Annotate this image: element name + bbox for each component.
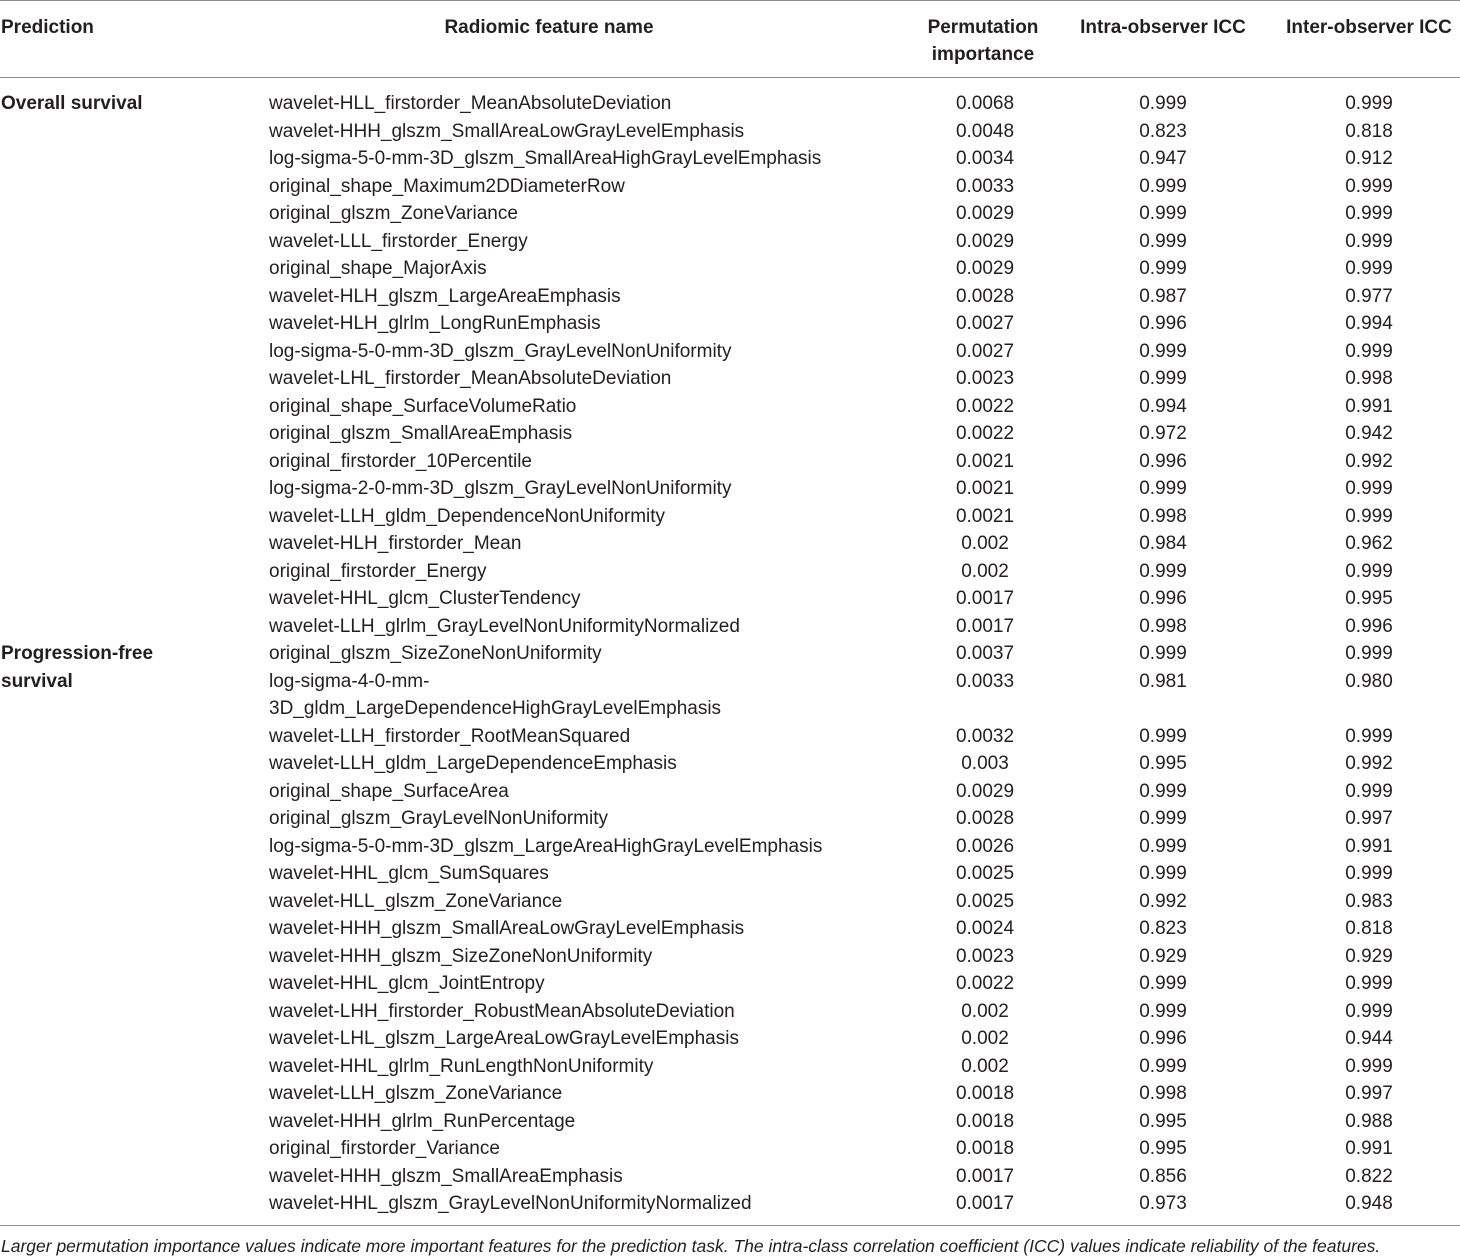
permutation-importance: 0.0022 — [955, 395, 1015, 417]
inter-observer-icc: 0.999 — [1345, 230, 1393, 252]
intra-observer-icc: 0.998 — [1139, 615, 1187, 637]
permutation-importance: 0.0033 — [955, 670, 1015, 692]
top-rule — [0, 0, 1460, 1]
feature-name: wavelet-HHH_glszm_SizeZoneNonUniformity — [269, 945, 653, 967]
inter-observer-icc: 0.991 — [1345, 395, 1393, 417]
inter-observer-icc: 0.977 — [1345, 285, 1393, 307]
inter-observer-icc: 0.991 — [1345, 835, 1393, 857]
permutation-importance: 0.0028 — [955, 285, 1015, 307]
feature-name: wavelet-HHL_glcm_JointEntropy — [269, 973, 545, 994]
permutation-importance: 0.0017 — [955, 615, 1015, 637]
header-prediction: Prediction — [1, 17, 94, 38]
inter-observer-icc: 0.999 — [1345, 175, 1393, 197]
feature-name: wavelet-HHL_glcm_ClusterTendency — [269, 588, 581, 609]
intra-observer-icc: 0.992 — [1139, 890, 1187, 912]
permutation-importance: 0.0018 — [955, 1110, 1015, 1132]
intra-observer-icc: 0.999 — [1139, 725, 1187, 747]
intra-observer-icc: 0.973 — [1139, 1193, 1187, 1214]
inter-observer-icc: 0.996 — [1345, 615, 1393, 637]
inter-observer-icc: 0.818 — [1345, 918, 1393, 939]
inter-observer-icc: 0.822 — [1345, 1165, 1393, 1187]
permutation-importance: 0.002 — [961, 560, 1009, 582]
header-perm-line2: importance — [931, 44, 1035, 65]
intra-observer-icc: 0.999 — [1139, 863, 1187, 884]
permutation-importance: 0.0026 — [955, 835, 1015, 857]
inter-observer-icc: 0.992 — [1345, 753, 1393, 774]
permutation-importance: 0.0033 — [955, 175, 1015, 197]
feature-name: wavelet-LLH_glszm_ZoneVariance — [269, 1083, 563, 1104]
feature-name: original_glszm_GrayLevelNonUniformity — [269, 808, 608, 829]
feature-name: original_shape_Maximum2DDiameterRow — [269, 175, 625, 197]
intra-observer-icc: 0.999 — [1139, 560, 1187, 582]
table-footnote: Larger permutation importance values indicate more important features for the prediction task. The intra-class correlation coefficient (ICC) values indicate reliability of the features. — [1, 1236, 1381, 1256]
intra-observer-icc: 0.995 — [1139, 753, 1187, 774]
inter-observer-icc: 0.999 — [1345, 863, 1393, 884]
permutation-importance: 0.0037 — [955, 643, 1015, 664]
intra-observer-icc: 0.999 — [1139, 175, 1187, 197]
inter-observer-icc: 0.997 — [1345, 808, 1393, 829]
intra-observer-icc: 0.972 — [1139, 423, 1187, 444]
intra-observer-icc: 0.998 — [1139, 1083, 1187, 1104]
inter-observer-icc: 0.995 — [1345, 588, 1393, 609]
permutation-importance: 0.002 — [961, 1000, 1009, 1022]
permutation-importance: 0.003 — [961, 753, 1009, 774]
feature-name: wavelet-HLL_glszm_ZoneVariance — [269, 890, 563, 912]
intra-observer-icc: 0.999 — [1139, 643, 1187, 664]
permutation-importance: 0.0028 — [955, 808, 1015, 829]
feature-name: wavelet-HHH_glszm_SmallAreaLowGrayLevelEmphasis — [269, 120, 745, 142]
intra-observer-icc: 0.999 — [1139, 368, 1187, 389]
intra-observer-icc: 0.987 — [1139, 285, 1187, 307]
header-perm-line1: Permutation — [927, 17, 1039, 38]
intra-observer-icc: 0.996 — [1139, 1028, 1187, 1049]
permutation-importance: 0.0025 — [955, 890, 1015, 912]
permutation-importance: 0.0027 — [955, 313, 1015, 334]
feature-name: wavelet-HLH_firstorder_Mean — [269, 533, 522, 554]
feature-name: 3D_gldm_LargeDependenceHighGrayLevelEmphasis — [269, 698, 722, 719]
feature-name: wavelet-LLH_gldm_LargeDependenceEmphasis — [269, 753, 677, 774]
intra-observer-icc: 0.929 — [1139, 945, 1187, 967]
inter-observer-icc: 0.999 — [1345, 478, 1393, 499]
intra-observer-icc: 0.823 — [1139, 918, 1187, 939]
inter-observer-icc: 0.994 — [1345, 313, 1393, 334]
inter-observer-icc: 0.999 — [1345, 643, 1393, 664]
group-label: Progression-free — [1, 643, 154, 664]
feature-name: original_shape_SurfaceVolumeRatio — [269, 395, 577, 417]
inter-observer-icc: 0.944 — [1345, 1028, 1393, 1049]
permutation-importance: 0.0029 — [955, 203, 1015, 224]
feature-name: wavelet-LLH_gldm_DependenceNonUniformity — [269, 505, 666, 527]
intra-observer-icc: 0.984 — [1139, 533, 1187, 554]
feature-name: wavelet-LHH_firstorder_RobustMeanAbsoluteDeviation — [269, 1000, 735, 1022]
feature-name: wavelet-HHH_glszm_SmallAreaLowGrayLevelEmphasis — [269, 918, 745, 939]
feature-name: original_shape_SurfaceArea — [269, 780, 509, 802]
inter-observer-icc: 0.983 — [1345, 890, 1393, 912]
header-feature-name: Radiomic feature name — [444, 17, 654, 38]
permutation-importance: 0.0017 — [955, 1165, 1015, 1187]
permutation-importance: 0.0048 — [955, 120, 1015, 142]
inter-observer-icc: 0.999 — [1345, 340, 1393, 362]
permutation-importance: 0.0029 — [955, 258, 1015, 279]
inter-observer-icc: 0.988 — [1345, 1110, 1393, 1132]
permutation-importance: 0.0018 — [955, 1083, 1015, 1104]
permutation-importance: 0.0021 — [955, 505, 1015, 527]
permutation-importance: 0.0024 — [955, 918, 1015, 939]
intra-observer-icc: 0.999 — [1139, 1000, 1187, 1022]
permutation-importance: 0.0029 — [955, 780, 1015, 802]
permutation-importance: 0.0032 — [955, 725, 1015, 747]
feature-name: original_glszm_SmallAreaEmphasis — [269, 423, 573, 444]
intra-observer-icc: 0.999 — [1139, 340, 1187, 362]
inter-observer-icc: 0.999 — [1345, 560, 1393, 582]
feature-name: wavelet-LLH_glrlm_GrayLevelNonUniformityNormalized — [269, 615, 740, 637]
group-label: survival — [1, 670, 73, 692]
intra-observer-icc: 0.998 — [1139, 505, 1187, 527]
intra-observer-icc: 0.999 — [1139, 780, 1187, 802]
permutation-importance: 0.0068 — [955, 93, 1015, 114]
feature-name: log-sigma-5-0-mm-3D_glszm_SmallAreaHighGrayLevelEmphasis — [269, 148, 822, 169]
feature-name: wavelet-HHL_glszm_GrayLevelNonUniformityNormalized — [269, 1193, 752, 1214]
inter-observer-icc: 0.818 — [1345, 120, 1393, 142]
intra-observer-icc: 0.999 — [1139, 808, 1187, 829]
feature-name: log-sigma-4-0-mm- — [269, 670, 430, 692]
intra-observer-icc: 0.994 — [1139, 395, 1187, 417]
inter-observer-icc: 0.999 — [1345, 973, 1393, 994]
feature-name: wavelet-HHL_glrlm_RunLengthNonUniformity — [269, 1055, 654, 1077]
intra-observer-icc: 0.981 — [1139, 670, 1187, 692]
intra-observer-icc: 0.996 — [1139, 313, 1187, 334]
inter-observer-icc: 0.912 — [1345, 148, 1393, 169]
permutation-importance: 0.0018 — [955, 1138, 1015, 1159]
feature-name: original_glszm_ZoneVariance — [269, 203, 518, 224]
inter-observer-icc: 0.997 — [1345, 1083, 1393, 1104]
feature-name: original_firstorder_Energy — [269, 560, 487, 582]
intra-observer-icc: 0.996 — [1139, 588, 1187, 609]
intra-observer-icc: 0.999 — [1139, 93, 1187, 114]
inter-observer-icc: 0.962 — [1345, 533, 1393, 554]
feature-name: wavelet-LHL_firstorder_MeanAbsoluteDeviation — [269, 368, 672, 389]
inter-observer-icc: 0.991 — [1345, 1138, 1393, 1159]
inter-observer-icc: 0.980 — [1345, 670, 1393, 692]
intra-observer-icc: 0.995 — [1139, 1138, 1187, 1159]
feature-name: wavelet-LHL_glszm_LargeAreaLowGrayLevelEmphasis — [269, 1028, 739, 1049]
intra-observer-icc: 0.999 — [1139, 1055, 1187, 1077]
permutation-importance: 0.002 — [961, 1028, 1009, 1049]
feature-name: log-sigma-2-0-mm-3D_glszm_GrayLevelNonUniformity — [269, 478, 732, 499]
header-rule — [0, 77, 1460, 78]
feature-name: wavelet-HHH_glszm_SmallAreaEmphasis — [269, 1165, 623, 1187]
permutation-importance: 0.0023 — [955, 368, 1015, 389]
intra-observer-icc: 0.999 — [1139, 973, 1187, 994]
permutation-importance: 0.0029 — [955, 230, 1015, 252]
inter-observer-icc: 0.999 — [1345, 258, 1393, 279]
permutation-importance: 0.0022 — [955, 423, 1015, 444]
inter-observer-icc: 0.999 — [1345, 1000, 1393, 1022]
inter-observer-icc: 0.999 — [1345, 203, 1393, 224]
feature-name: wavelet-HHH_glrlm_RunPercentage — [269, 1110, 576, 1132]
intra-observer-icc: 0.995 — [1139, 1110, 1187, 1132]
permutation-importance: 0.0023 — [955, 945, 1015, 967]
feature-name: wavelet-HHL_glcm_SumSquares — [269, 863, 549, 884]
feature-name: wavelet-HLL_firstorder_MeanAbsoluteDeviation — [269, 93, 672, 114]
feature-name: wavelet-LLL_firstorder_Energy — [269, 230, 528, 252]
inter-observer-icc: 0.992 — [1345, 450, 1393, 472]
feature-name: wavelet-HLH_glrlm_LongRunEmphasis — [269, 313, 601, 334]
inter-observer-icc: 0.942 — [1345, 423, 1393, 444]
header-intra-observer-icc: Intra-observer ICC — [1080, 17, 1246, 38]
intra-observer-icc: 0.999 — [1139, 478, 1187, 499]
feature-name: log-sigma-5-0-mm-3D_glszm_GrayLevelNonUniformity — [269, 340, 732, 362]
permutation-importance: 0.0021 — [955, 450, 1015, 472]
feature-name: wavelet-HLH_glszm_LargeAreaEmphasis — [269, 285, 621, 307]
intra-observer-icc: 0.999 — [1139, 230, 1187, 252]
header-permutation-importance — [898, 14, 1068, 68]
permutation-importance: 0.0027 — [955, 340, 1015, 362]
permutation-importance: 0.0017 — [955, 588, 1015, 609]
group-label: Overall survival — [1, 93, 143, 114]
intra-observer-icc: 0.999 — [1139, 203, 1187, 224]
feature-name: log-sigma-5-0-mm-3D_glszm_LargeAreaHighGrayLevelEmphasis — [269, 835, 823, 857]
intra-observer-icc: 0.947 — [1139, 148, 1187, 169]
inter-observer-icc: 0.999 — [1345, 505, 1393, 527]
feature-name: original_firstorder_Variance — [269, 1138, 500, 1159]
permutation-importance: 0.0022 — [955, 973, 1015, 994]
intra-observer-icc: 0.999 — [1139, 258, 1187, 279]
feature-name: original_shape_MajorAxis — [269, 258, 487, 279]
intra-observer-icc: 0.823 — [1139, 120, 1187, 142]
permutation-importance: 0.0021 — [955, 478, 1015, 499]
inter-observer-icc: 0.948 — [1345, 1193, 1393, 1214]
bottom-rule — [0, 1225, 1460, 1226]
permutation-importance: 0.002 — [961, 533, 1009, 554]
inter-observer-icc: 0.998 — [1345, 368, 1393, 389]
permutation-importance: 0.002 — [961, 1055, 1009, 1077]
inter-observer-icc: 0.929 — [1345, 945, 1393, 967]
header-inter-observer-icc: Inter-observer ICC — [1286, 17, 1452, 38]
intra-observer-icc: 0.856 — [1139, 1165, 1187, 1187]
permutation-importance: 0.0034 — [955, 148, 1015, 169]
permutation-importance: 0.0025 — [955, 863, 1015, 884]
inter-observer-icc: 0.999 — [1345, 93, 1393, 114]
inter-observer-icc: 0.999 — [1345, 1055, 1393, 1077]
inter-observer-icc: 0.999 — [1345, 725, 1393, 747]
inter-observer-icc: 0.999 — [1345, 780, 1393, 802]
feature-name: wavelet-LLH_firstorder_RootMeanSquared — [269, 725, 631, 747]
feature-name: original_firstorder_10Percentile — [269, 450, 532, 472]
intra-observer-icc: 0.999 — [1139, 835, 1187, 857]
permutation-importance: 0.0017 — [955, 1193, 1015, 1214]
feature-name: original_glszm_SizeZoneNonUniformity — [269, 643, 602, 664]
intra-observer-icc: 0.996 — [1139, 450, 1187, 472]
